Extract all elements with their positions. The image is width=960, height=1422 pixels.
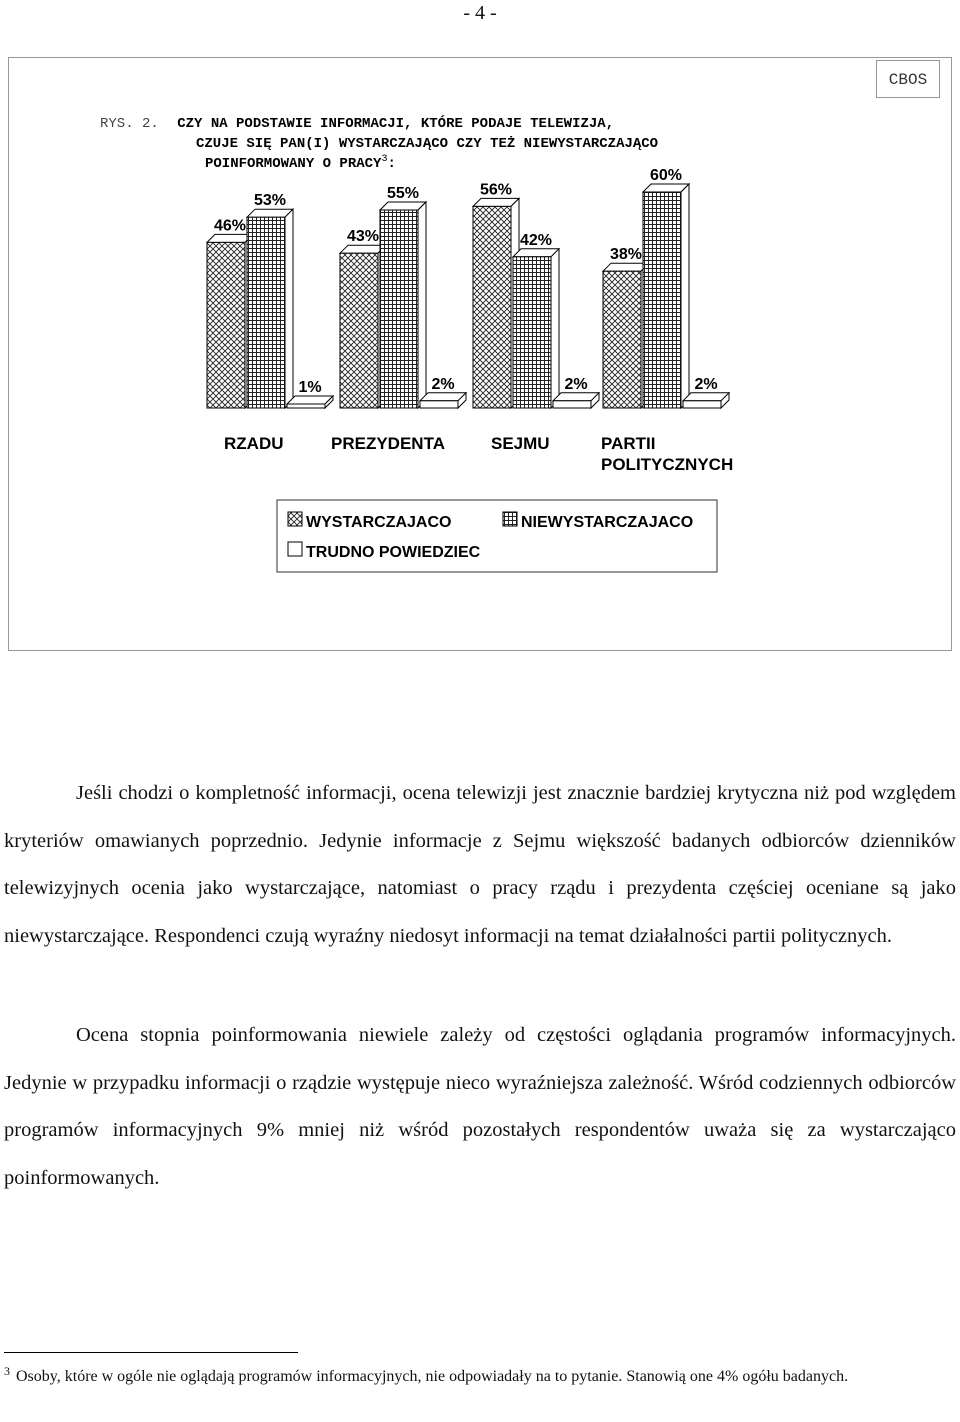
legend <box>277 500 717 572</box>
figure-title-line-2: CZUJE SIĘ PAN(I) WYSTARCZAJĄCO CZY TEŻ NIEWYSTARCZAJĄCO <box>196 136 659 152</box>
bar-sejmu-wystarczajaco <box>473 198 519 408</box>
bar-label-sejmu-niewystarczajaco: 42% <box>519 231 553 249</box>
bar-partii-niewystarczajaco <box>643 184 689 408</box>
bar-prezydenta-wystarczajaco <box>340 245 386 408</box>
bar-label-partii-trudno: 2% <box>694 375 718 393</box>
source-tag: CBOS <box>876 60 940 98</box>
legend-swatch-trudno <box>288 542 302 556</box>
paragraph-2: Ocena stopnia poinformowania niewiele zależy od częstości oglądania programów informacyjnych. Jedynie w przypadku informacji o rządzie występuje nieco wyraźniejsza zależność. Wśród codziennych odbiorców programów informacyjnych 9% mniej niż wśród pozostałych respondentów uważa się za wystarczająco poinformowanych. <box>4 1024 956 1189</box>
legend-swatch-niewystarczajaco <box>503 512 517 526</box>
figure-title-text-1: CZY NA PODSTAWIE INFORMACJI, KTÓRE PODAJE TELEWIZJA, <box>177 116 615 132</box>
bar-prezydenta-trudno <box>420 393 466 408</box>
figure-title-text-3: POINFORMOWANY O PRACY <box>205 156 382 172</box>
footnote-rule <box>4 1352 298 1353</box>
figure-title-sup: 3 <box>381 154 388 165</box>
legend-label-wystarczajaco: WYSTARCZAJACO <box>306 514 452 531</box>
bar-rzadu-niewystarczajaco <box>247 209 293 408</box>
bar-label-sejmu-trudno: 2% <box>564 375 588 393</box>
bar-label-rzadu-trudno: 1% <box>298 379 322 396</box>
legend-swatch-wystarczajaco <box>288 512 302 526</box>
paragraph-1: Jeśli chodzi o kompletność informacji, ocena telewizji jest znacznie bardziej krytyczna niż pod względem kryteriów omawianych poprzednio. Jedynie informacje z Sejmu większość badanych odbiorców dzienników telewizyjnych ocenia jako wystarczające, natomiast o pracy rządu i prezydenta częściej oceniane są jako niewystarczające. Respondenci czują wyraźny niedosyt informacji na temat działalności partii politycznych. <box>4 782 956 947</box>
footnote-text: Osoby, które w ogóle nie oglądają programów informacyjnych, nie odpowiadały na to pytanie. Stanowią one 4% ogółu badanych. <box>16 1368 849 1385</box>
bar-partii-trudno <box>683 393 729 408</box>
legend-label-niewystarczajaco: NIEWYSTARCZAJACO <box>521 514 694 531</box>
figure-title-end: : <box>387 156 396 172</box>
legend-box <box>277 500 717 572</box>
category-label-partii-1: POLITYCZNYCH <box>601 455 734 474</box>
bar-label-prezydenta-trudno: 2% <box>431 375 455 393</box>
footnote <box>4 1366 958 1388</box>
bar-sejmu-trudno <box>553 393 599 408</box>
bar-rzadu-wystarczajaco <box>207 234 253 408</box>
bar-label-prezydenta-wystarczajaco: 43% <box>346 228 380 246</box>
bar-rzadu-trudno <box>287 396 333 408</box>
page-number: - 4 - <box>463 2 497 24</box>
bar-partii-wystarczajaco <box>603 263 649 408</box>
bar-label-rzadu-wystarczajaco: 46% <box>213 217 247 235</box>
bar-sejmu-niewystarczajaco <box>513 249 559 408</box>
category-label-prezydenta: PREZYDENTA <box>331 434 445 453</box>
footnote-marker: 3 <box>4 1364 10 1378</box>
chart <box>0 0 960 660</box>
bar-prezydenta-niewystarczajaco <box>380 202 426 408</box>
figure-label: RYS. 2. <box>100 116 159 132</box>
bar-label-partii-niewystarczajaco: 60% <box>649 167 683 184</box>
legend-label-trudno: TRUDNO POWIEDZIEC <box>306 544 481 561</box>
bar-label-partii-wystarczajaco: 38% <box>609 246 643 264</box>
category-labels-group <box>224 434 733 474</box>
bar-label-prezydenta-niewystarczajaco: 55% <box>386 185 420 202</box>
category-label-partii-0: PARTII <box>601 434 656 453</box>
figure-title-line-1 <box>100 114 614 132</box>
bar-label-rzadu-niewystarczajaco: 53% <box>253 192 287 210</box>
figure-title-line-3 <box>205 154 396 172</box>
category-label-sejmu: SEJMU <box>491 434 550 453</box>
bar-label-sejmu-wystarczajaco: 56% <box>479 181 513 199</box>
bars-group <box>207 184 729 408</box>
category-label-rzadu: RZADU <box>224 434 284 453</box>
